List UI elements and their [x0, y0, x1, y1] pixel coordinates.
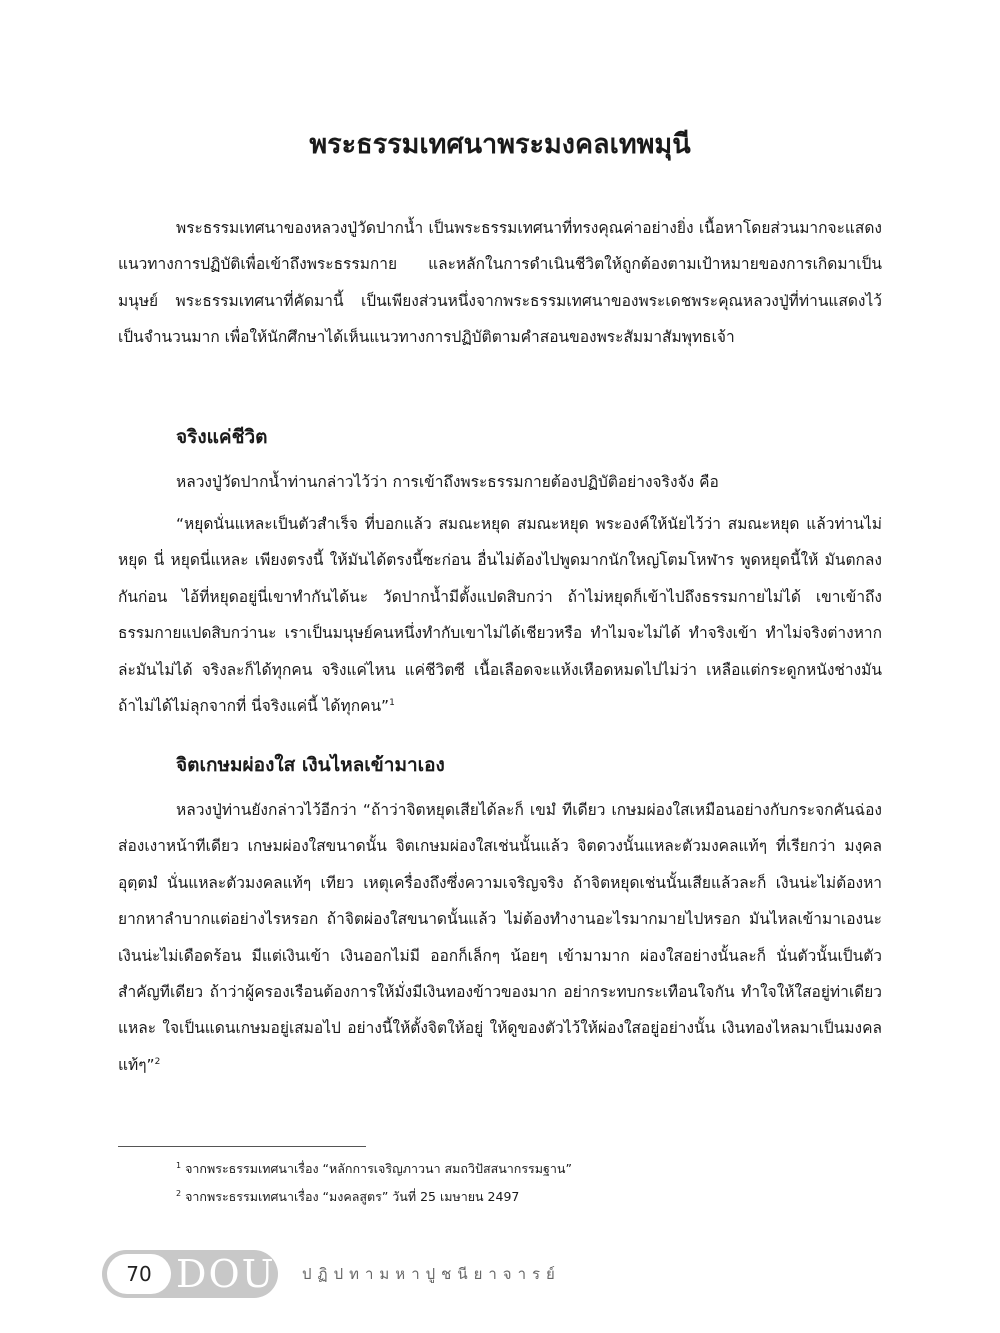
footnote-1 [176, 1160, 572, 1178]
footnote-1-number: 1 [176, 1160, 182, 1170]
section2-quote: หลวงปู่ท่านยังกล่าวไว้อีกว่า “ถ้าว่าจิตหยุดเสียได้ละก็ เขมํ ทีเดียว เกษมผ่องใสเหมือนอย่างกับกระจกคันฉ่องส่องเงาหน้าทีเดียว เกษมผ่องใสขนาดนั้น จิตเกษมผ่องใสเช่นนั้นแล้ว จิตดวงนั้นแหละตัวมงคลแท้ๆ ที่เรียกว่า มงฺคล อุตฺตมํ นั่นแหละตัวมงคลแท้ๆ เทียว เหตุเครื่องถึงซึ่งความเจริญจริง ถ้าจิตหยุดเช่นนั้นเสียแล้วละก็ เงินน่ะไม่ต้องหายากหาลำบากแต่อย่างไรหรอก ถ้าจิตผ่องใสขนาดนั้นแล้ว ไม่ต้องทำงานอะไรมากมายไปหรอก มันไหลเข้ามาเองนะ เงินน่ะไม่เดือดร้อน มีแต่เงินเข้า เงินออกไม่มี ออกก็เล็กๆ น้อยๆ เข้ามามาก ผ่องใสอย่างนั้นละก็ นั่นตัวนั้นเป็นตัวสำคัญทีเดียว ถ้าว่าผู้ครองเรือนต้องการให้มั่งมีเงินทองข้าวของมาก อย่ากระทบกระเทือนใจกัน ทำใจให้ใสอยู่ท่าเดียวแหละ ใจเป็นแดนเกษมอยู่เสมอไป อย่างนี้ให้ตั้งจิตให้อยู่ ให้ดูของตัวไว้ให้ผ่องใสอยู่อย่างนั้น เงินทองไหลมาเป็นมงคลแท้ๆ” [118, 801, 882, 1074]
intro-text: พระธรรมเทศนาของหลวงปู่วัดปากน้ำ เป็นพระธรรมเทศนาที่ทรงคุณค่าอย่างยิ่ง เนื้อหาโดยส่วนมากจะแสดงแนวทางการปฏิบัติเพื่อเข้าถึงพระธรรมกาย และหลักในการดำเนินชีวิตให้ถูกต้องตามเป้าหมายของการเกิดมาเป็นมนุษย์ พระธรรมเทศนาที่คัดมานี้ เป็นเพียงส่วนหนึ่งจากพระธรรมเทศนาของพระเดชพระคุณหลวงปู่ที่ท่านแสดงไว้เป็นจำนวนมาก เพื่อให้นักศึกษาได้เห็นแนวทางการปฏิบัติตามคำสอนของพระสัมมาสัมพุทธเจ้า [118, 219, 882, 347]
page-number: 70 [107, 1254, 171, 1294]
section-heading-real-life: จริงแค่ชีวิต [176, 426, 268, 448]
footnote-2-number: 2 [176, 1188, 182, 1198]
footnote-1-text: จากพระธรรมเทศนาเรื่อง “หลักการเจริญภาวนา สมถวิปัสสนากรรมฐาน” [185, 1161, 572, 1176]
intro-paragraph [118, 210, 882, 356]
section1-lead: หลวงปู่วัดปากน้ำท่านกล่าวไว้ว่า การเข้าถึงพระธรรมกายต้องปฏิบัติอย่างจริงจัง คือ [176, 473, 719, 491]
footnote-2-text: จากพระธรรมเทศนาเรื่อง “มงคลสูตร” วันที่ 25 เมษายน 2497 [185, 1189, 520, 1204]
footnote-ref-1: 1 [389, 697, 395, 708]
footnote-divider [118, 1146, 366, 1147]
dou-logo: DOU [176, 1252, 276, 1296]
section1-quote: “หยุดนั่นแหละเป็นตัวสำเร็จ ที่บอกแล้ว สมณะหยุด สมณะหยุด พระองค์ให้นัยไว้ว่า สมณะหยุด แล้วท่านไม่หยุด นี่ หยุดนี่แหละ เพียงตรงนี้ ให้มันได้ตรงนี้ซะก่อน อื่นไม่ต้องไปพูดมากนักใหญ่โตมโหฬาร พูดหยุดนี้ให้ มันตกลงกันก่อน ไอ้ที่หยุดอยู่นี่เขาทำกันได้นะ วัดปากน้ำมีตั้งแปดสิบกว่า ถ้าไม่หยุดก็เข้าไปถึงธรรมกายไม่ได้ เขาเข้าถึงธรรมกายแปดสิบกว่านะ เราเป็นมนุษย์คนหนึ่งทำกับเขาไม่ได้เชียวหรือ ทำไมจะไม่ได้ ทำจริงเข้า ทำไม่จริงต่างหากล่ะมันไม่ได้ จริงละก็ได้ทุกคน จริงแค่ไหน แค่ชีวิตซี เนื้อเลือดจะแห้งเหือดหมดไปไม่ว่า เหลือแต่กระดูกหนังช่างมัน ถ้าไม่ได้ไม่ลุกจากที่ นี่จริงแค่นี้ ได้ทุกคน” [118, 515, 882, 716]
page-title: พระธรรมเทศนาพระมงคลเทพมุนี [309, 129, 691, 160]
page-footer-badge [102, 1250, 278, 1298]
section2-quote-paragraph [118, 792, 882, 1083]
book-title-footer: ปฏิปทามหาปูชนียาจารย์ [302, 1265, 561, 1283]
footnote-ref-2: 2 [154, 1056, 161, 1067]
section1-quote-paragraph [118, 506, 882, 724]
section-heading-radiant-mind: จิตเกษมผ่องใส เงินไหลเข้ามาเอง [176, 754, 445, 776]
footnote-2 [176, 1188, 519, 1206]
